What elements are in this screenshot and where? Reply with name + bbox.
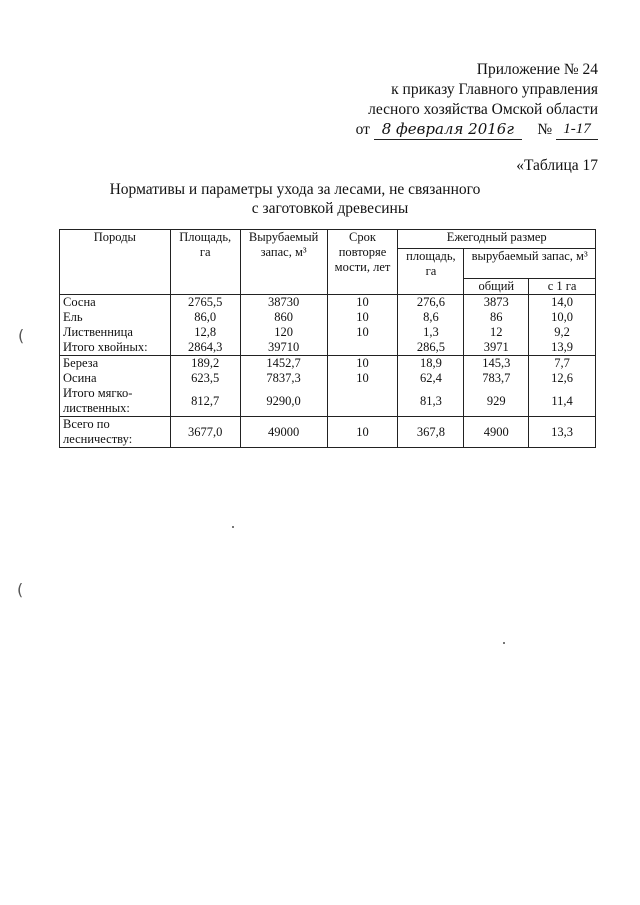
- forest-care-table: [59, 229, 596, 448]
- appendix-number: Приложение № 24: [476, 61, 598, 78]
- table-row: Береза 189,2 1452,7 10 18,9 145,3 7,7: [60, 356, 596, 372]
- handwritten-date: 8 февраля 2016г: [374, 121, 522, 140]
- binder-hole-mark-icon: (: [17, 580, 24, 599]
- number-label: №: [537, 121, 553, 138]
- from-label: от: [355, 121, 370, 138]
- header-per-ha: с 1 га: [529, 279, 596, 295]
- table-label: «Таблица 17: [516, 157, 598, 174]
- table-row: Лиственница 12,8 120 10 1,3 12 9,2: [60, 325, 596, 340]
- table-row-grand-total: Всего по лесничеству: 3677,0 49000 10 367,8 4900 13,3: [60, 417, 596, 448]
- document-title: [0, 180, 640, 218]
- header-annual: Ежегодный размер: [398, 230, 596, 249]
- header-stock: Вырубаемый запас, м³: [240, 230, 327, 295]
- scan-speck: [503, 642, 505, 644]
- header-total: общий: [464, 279, 529, 295]
- scan-speck: [232, 526, 234, 528]
- header-species: Породы: [60, 230, 171, 295]
- date-number-line: [356, 120, 598, 140]
- header-area: Площадь, га: [170, 230, 240, 295]
- table-row: Ель 86,0 860 10 8,6 86 10,0: [60, 310, 596, 325]
- title-line-1: Нормативы и параметры ухода за лесами, не связанного: [109, 181, 481, 198]
- header-annual-stock: вырубаемый запас, м³: [464, 249, 596, 279]
- header-term: Срок повторяе мости, лет: [327, 230, 398, 295]
- document-header: [356, 60, 598, 140]
- table-row-subtotal: Итого мягко- лиственных: 812,7 9290,0 81,3 929 11,4: [60, 386, 596, 417]
- table-row: Осина 623,5 7837,3 10 62,4 783,7 12,6: [60, 371, 596, 386]
- authority-name: лесного хозяйства Омской области: [368, 101, 598, 118]
- table-row: Сосна 2765,5 38730 10 276,6 3873 14,0: [60, 295, 596, 311]
- binder-hole-mark-icon: (: [18, 326, 25, 345]
- table-row-subtotal: Итого хвойных: 2864,3 39710 286,5 3971 13,9: [60, 340, 596, 356]
- handwritten-number: 1-17: [556, 121, 598, 140]
- order-reference: к приказу Главного управления: [391, 81, 598, 98]
- header-annual-area: площадь, га: [398, 249, 464, 295]
- title-line-2: с заготовкой древесины: [251, 200, 409, 217]
